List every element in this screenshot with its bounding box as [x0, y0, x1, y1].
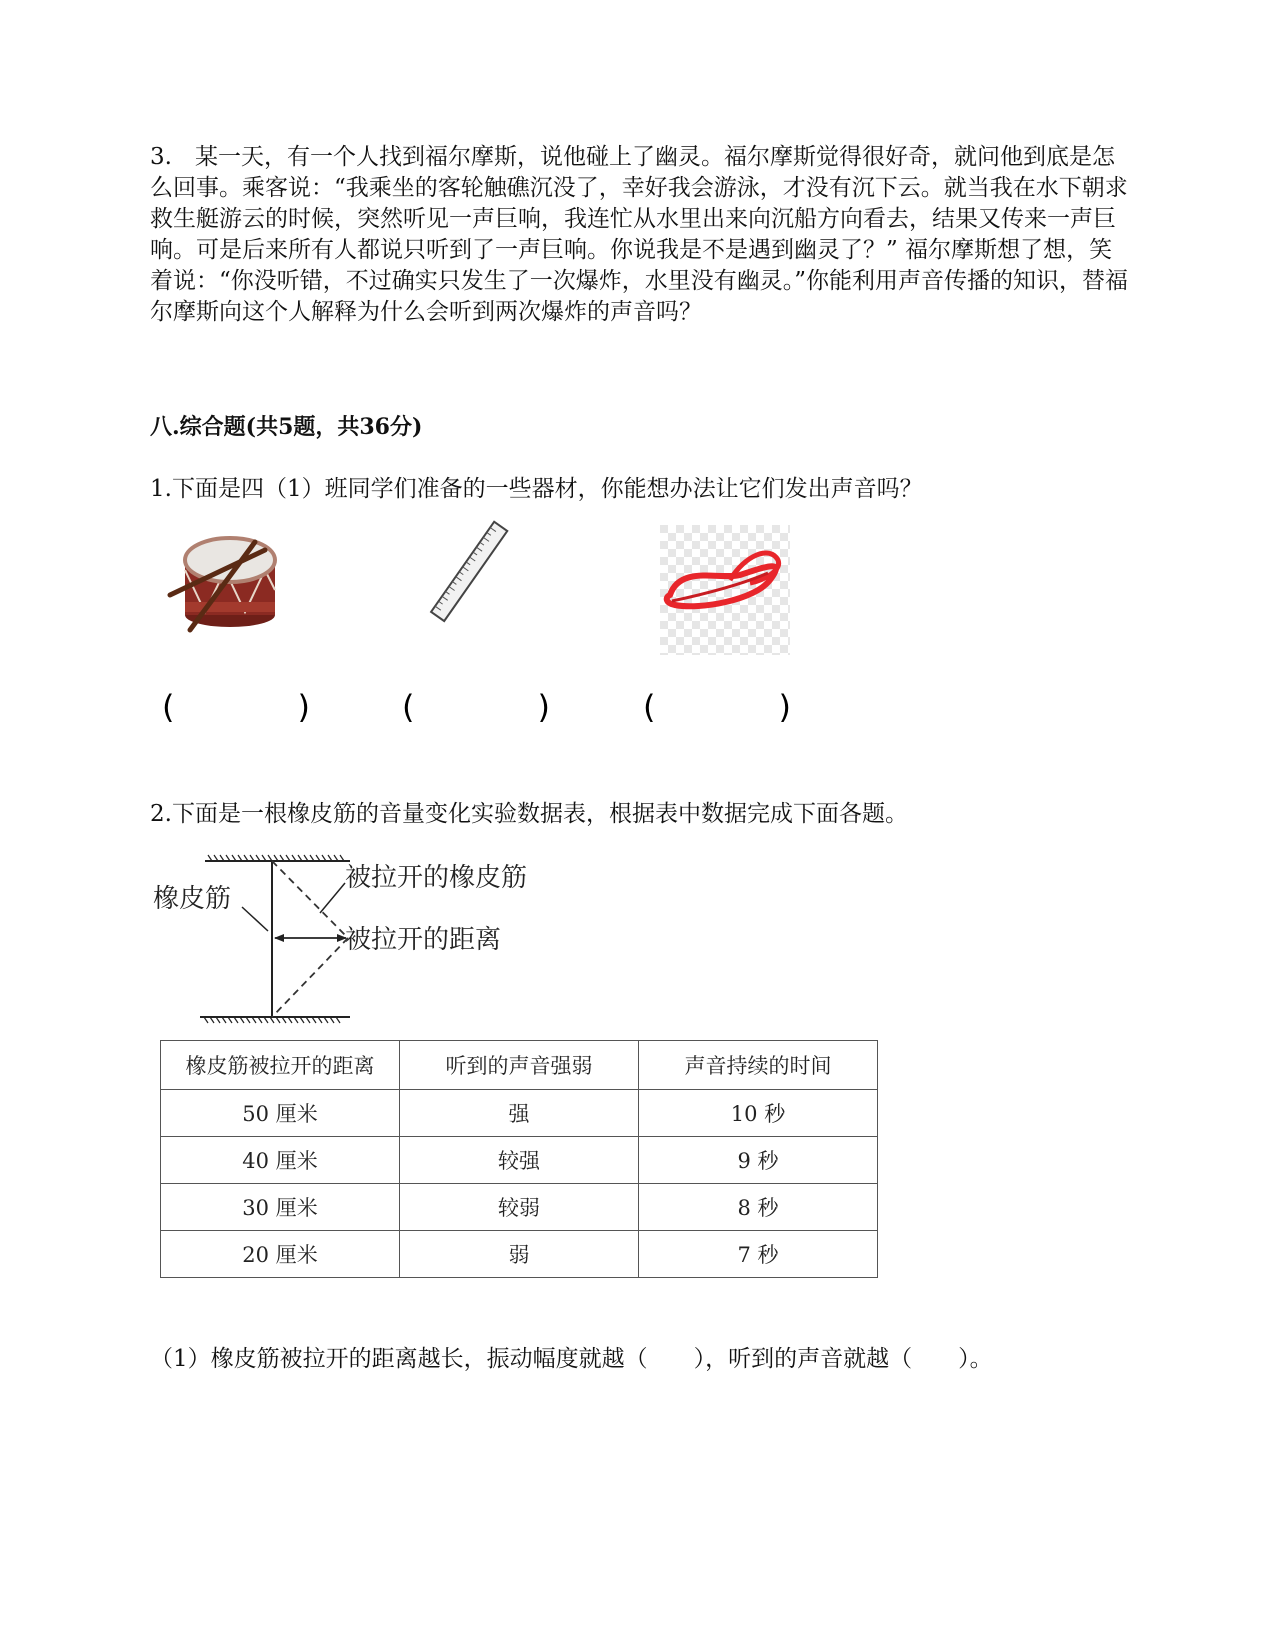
table-header: 听到的声音强弱	[400, 1041, 639, 1090]
section-title: 八.综合题(共5题，共36分)	[150, 414, 423, 440]
table-header: 橡皮筋被拉开的距离	[161, 1041, 400, 1090]
table-cell: 9 秒	[639, 1137, 878, 1184]
right-paren: )	[297, 688, 310, 726]
answer-blank-2[interactable]	[402, 688, 550, 726]
table-cell: 较强	[400, 1137, 639, 1184]
table-header: 声音持续的时间	[639, 1041, 878, 1090]
table-cell: 10 秒	[639, 1090, 878, 1137]
table-row	[161, 1137, 878, 1184]
table-header-row	[161, 1041, 878, 1090]
table-cell: 50 厘米	[161, 1090, 400, 1137]
table-row	[161, 1231, 878, 1278]
data-table	[160, 1040, 878, 1278]
table-cell: 弱	[400, 1231, 639, 1278]
answer-blank-1[interactable]	[162, 688, 310, 726]
label-rubber-band: 橡皮筋	[153, 884, 232, 914]
right-paren: )	[778, 688, 791, 726]
question-2-text: 2.下面是一根橡皮筋的音量变化实验数据表，根据表中数据完成下面各题。	[150, 801, 908, 827]
table-row	[161, 1184, 878, 1231]
table-cell: 7 秒	[639, 1231, 878, 1278]
question-3-text: 3. 某一天，有一个人找到福尔摩斯，说他碰上了幽灵。福尔摩斯觉得很好奇，就问他到底是怎么回事。乘客说：“我乘坐的客轮触礁沉没了，幸好我会游泳，才没有沉下云。就当我在水下朝求救生艇游云的时候，突然听见一声巨响，我连忙从水里出来向沉船方向看去，结果又传来一声巨响。可是后来所有人都说只听到了一声巨响。你说我是不是遇到幽灵了？” 福尔摩斯想了想，笑着说：“你没听错，不过确实只发生了一次爆炸，水里没有幽灵。”你能利用声音传播的知识，替福尔摩斯向这个人解释为什么会听到两次爆炸的声音吗？	[150, 144, 1129, 325]
answer-blank-3[interactable]	[643, 688, 791, 726]
table-cell: 较弱	[400, 1184, 639, 1231]
left-paren: (	[402, 688, 415, 726]
left-paren: (	[643, 688, 656, 726]
table-cell: 30 厘米	[161, 1184, 400, 1231]
ruler-icon	[420, 515, 520, 634]
table-cell: 40 厘米	[161, 1137, 400, 1184]
rubber-band-icon	[660, 525, 790, 659]
label-stretched-band: 被拉开的橡皮筋	[345, 863, 528, 893]
drum-icon	[170, 520, 295, 639]
table-cell: 强	[400, 1090, 639, 1137]
sub-question-1: （1）橡皮筋被拉开的距离越长，振动幅度就越（ ），听到的声音就越（ ）。	[150, 1346, 993, 1372]
label-stretch-distance: 被拉开的距离	[345, 925, 502, 955]
table-cell: 8 秒	[639, 1184, 878, 1231]
rubber-band-diagram	[153, 855, 620, 1039]
right-paren: )	[537, 688, 550, 726]
question-1-text: 1.下面是四（1）班同学们准备的一些器材，你能想办法让它们发出声音吗？	[150, 476, 923, 502]
table-row	[161, 1090, 878, 1137]
left-paren: (	[162, 688, 175, 726]
table-cell: 20 厘米	[161, 1231, 400, 1278]
